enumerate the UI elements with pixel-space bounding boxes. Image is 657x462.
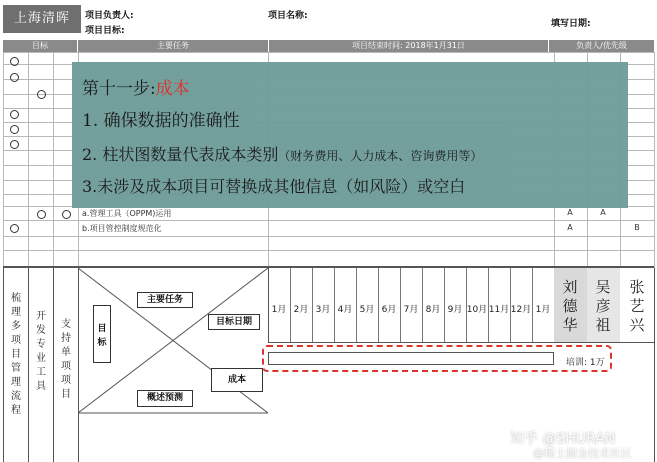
- month-label: 6月: [381, 305, 397, 315]
- tag-main-task: 主要任务: [137, 292, 193, 308]
- project-owner-label: 项目负责人:: [85, 11, 134, 21]
- person-name: 刘德华: [562, 278, 578, 334]
- grade-cell: A: [600, 208, 606, 217]
- instruction-point-2-note: （财务费用、人力成本、咨询费用等）: [278, 149, 483, 163]
- month-label: 12月: [510, 305, 532, 315]
- target-marker-circle: [10, 110, 19, 119]
- target-marker-circle: [10, 73, 19, 82]
- target-marker-circle: [10, 224, 19, 233]
- fill-date-label: 填写日期:: [551, 19, 591, 29]
- cost-highlight-frame: [262, 345, 612, 372]
- col-head-owner-priority: 负责人/优先级: [549, 40, 654, 52]
- task-row-control: b.项目管控制度规范化: [82, 224, 162, 233]
- instruction-point-3: 3.未涉及成本项目可替换成其他信息（如风险）或空白: [82, 177, 466, 196]
- month-label: 8月: [425, 305, 441, 315]
- company-logo: 上海清晖: [3, 5, 81, 33]
- month-label: 9月: [447, 305, 463, 315]
- project-target-label: 项目目标:: [85, 26, 125, 36]
- project-name-label: 项目名称:: [268, 11, 308, 21]
- month-label: 2月: [293, 305, 309, 315]
- vertical-label-tools: 开发专业工具: [36, 311, 46, 392]
- col-head-end-time: 项目结束时间: 2018年1月31日: [269, 40, 548, 52]
- col-head-main-task: 主要任务: [78, 40, 268, 52]
- month-label: 11月: [488, 305, 510, 315]
- grade-cell: B: [634, 223, 640, 232]
- month-label: 10月: [466, 305, 488, 315]
- cost-label: 培训: 1万: [566, 358, 605, 368]
- instruction-overlay: [72, 62, 628, 208]
- month-label: 1月: [535, 305, 551, 315]
- grade-cell: A: [567, 208, 573, 217]
- tag-target-date: 目标日期: [208, 314, 260, 330]
- target-marker-circle: [62, 210, 71, 219]
- instruction-point-2-main: 2. 柱状图数量代表成本类别: [82, 145, 279, 164]
- step-prefix: 第十一步:: [82, 79, 156, 99]
- vertical-label-process: 梳理多项目管理流程: [11, 293, 21, 416]
- step-title: [82, 74, 190, 99]
- month-label: 7月: [403, 305, 419, 315]
- watermark-juejin: @稀土掘金技术社区: [533, 447, 632, 460]
- instruction-point-2: [82, 142, 482, 165]
- month-label: 1月: [271, 305, 287, 315]
- step-highlight: 成本: [155, 79, 190, 99]
- target-marker-circle: [37, 90, 46, 99]
- month-label: 3月: [315, 305, 331, 315]
- tag-target: 目标: [93, 305, 111, 363]
- month-label: 4月: [337, 305, 353, 315]
- tag-summary-forecast: 概述预测: [137, 390, 193, 407]
- person-name: 吴彦祖: [595, 278, 611, 334]
- task-row-oppm: a.管理工具（OPPM)运用: [82, 209, 172, 218]
- month-label: 5月: [359, 305, 375, 315]
- watermark-zhihu: 知乎 @SHURAN: [510, 431, 616, 447]
- person-name: 张艺兴: [629, 278, 645, 334]
- col-head-target: 目标: [3, 40, 77, 52]
- vertical-label-support: 支持单项项目: [61, 319, 71, 400]
- grade-cell: A: [567, 223, 573, 232]
- target-marker-circle: [10, 57, 19, 66]
- tag-cost: 成本: [211, 368, 263, 392]
- target-marker-circle: [10, 125, 19, 134]
- target-marker-circle: [10, 140, 19, 149]
- target-marker-circle: [37, 210, 46, 219]
- instruction-point-1: 1. 确保数据的准确性: [82, 111, 240, 131]
